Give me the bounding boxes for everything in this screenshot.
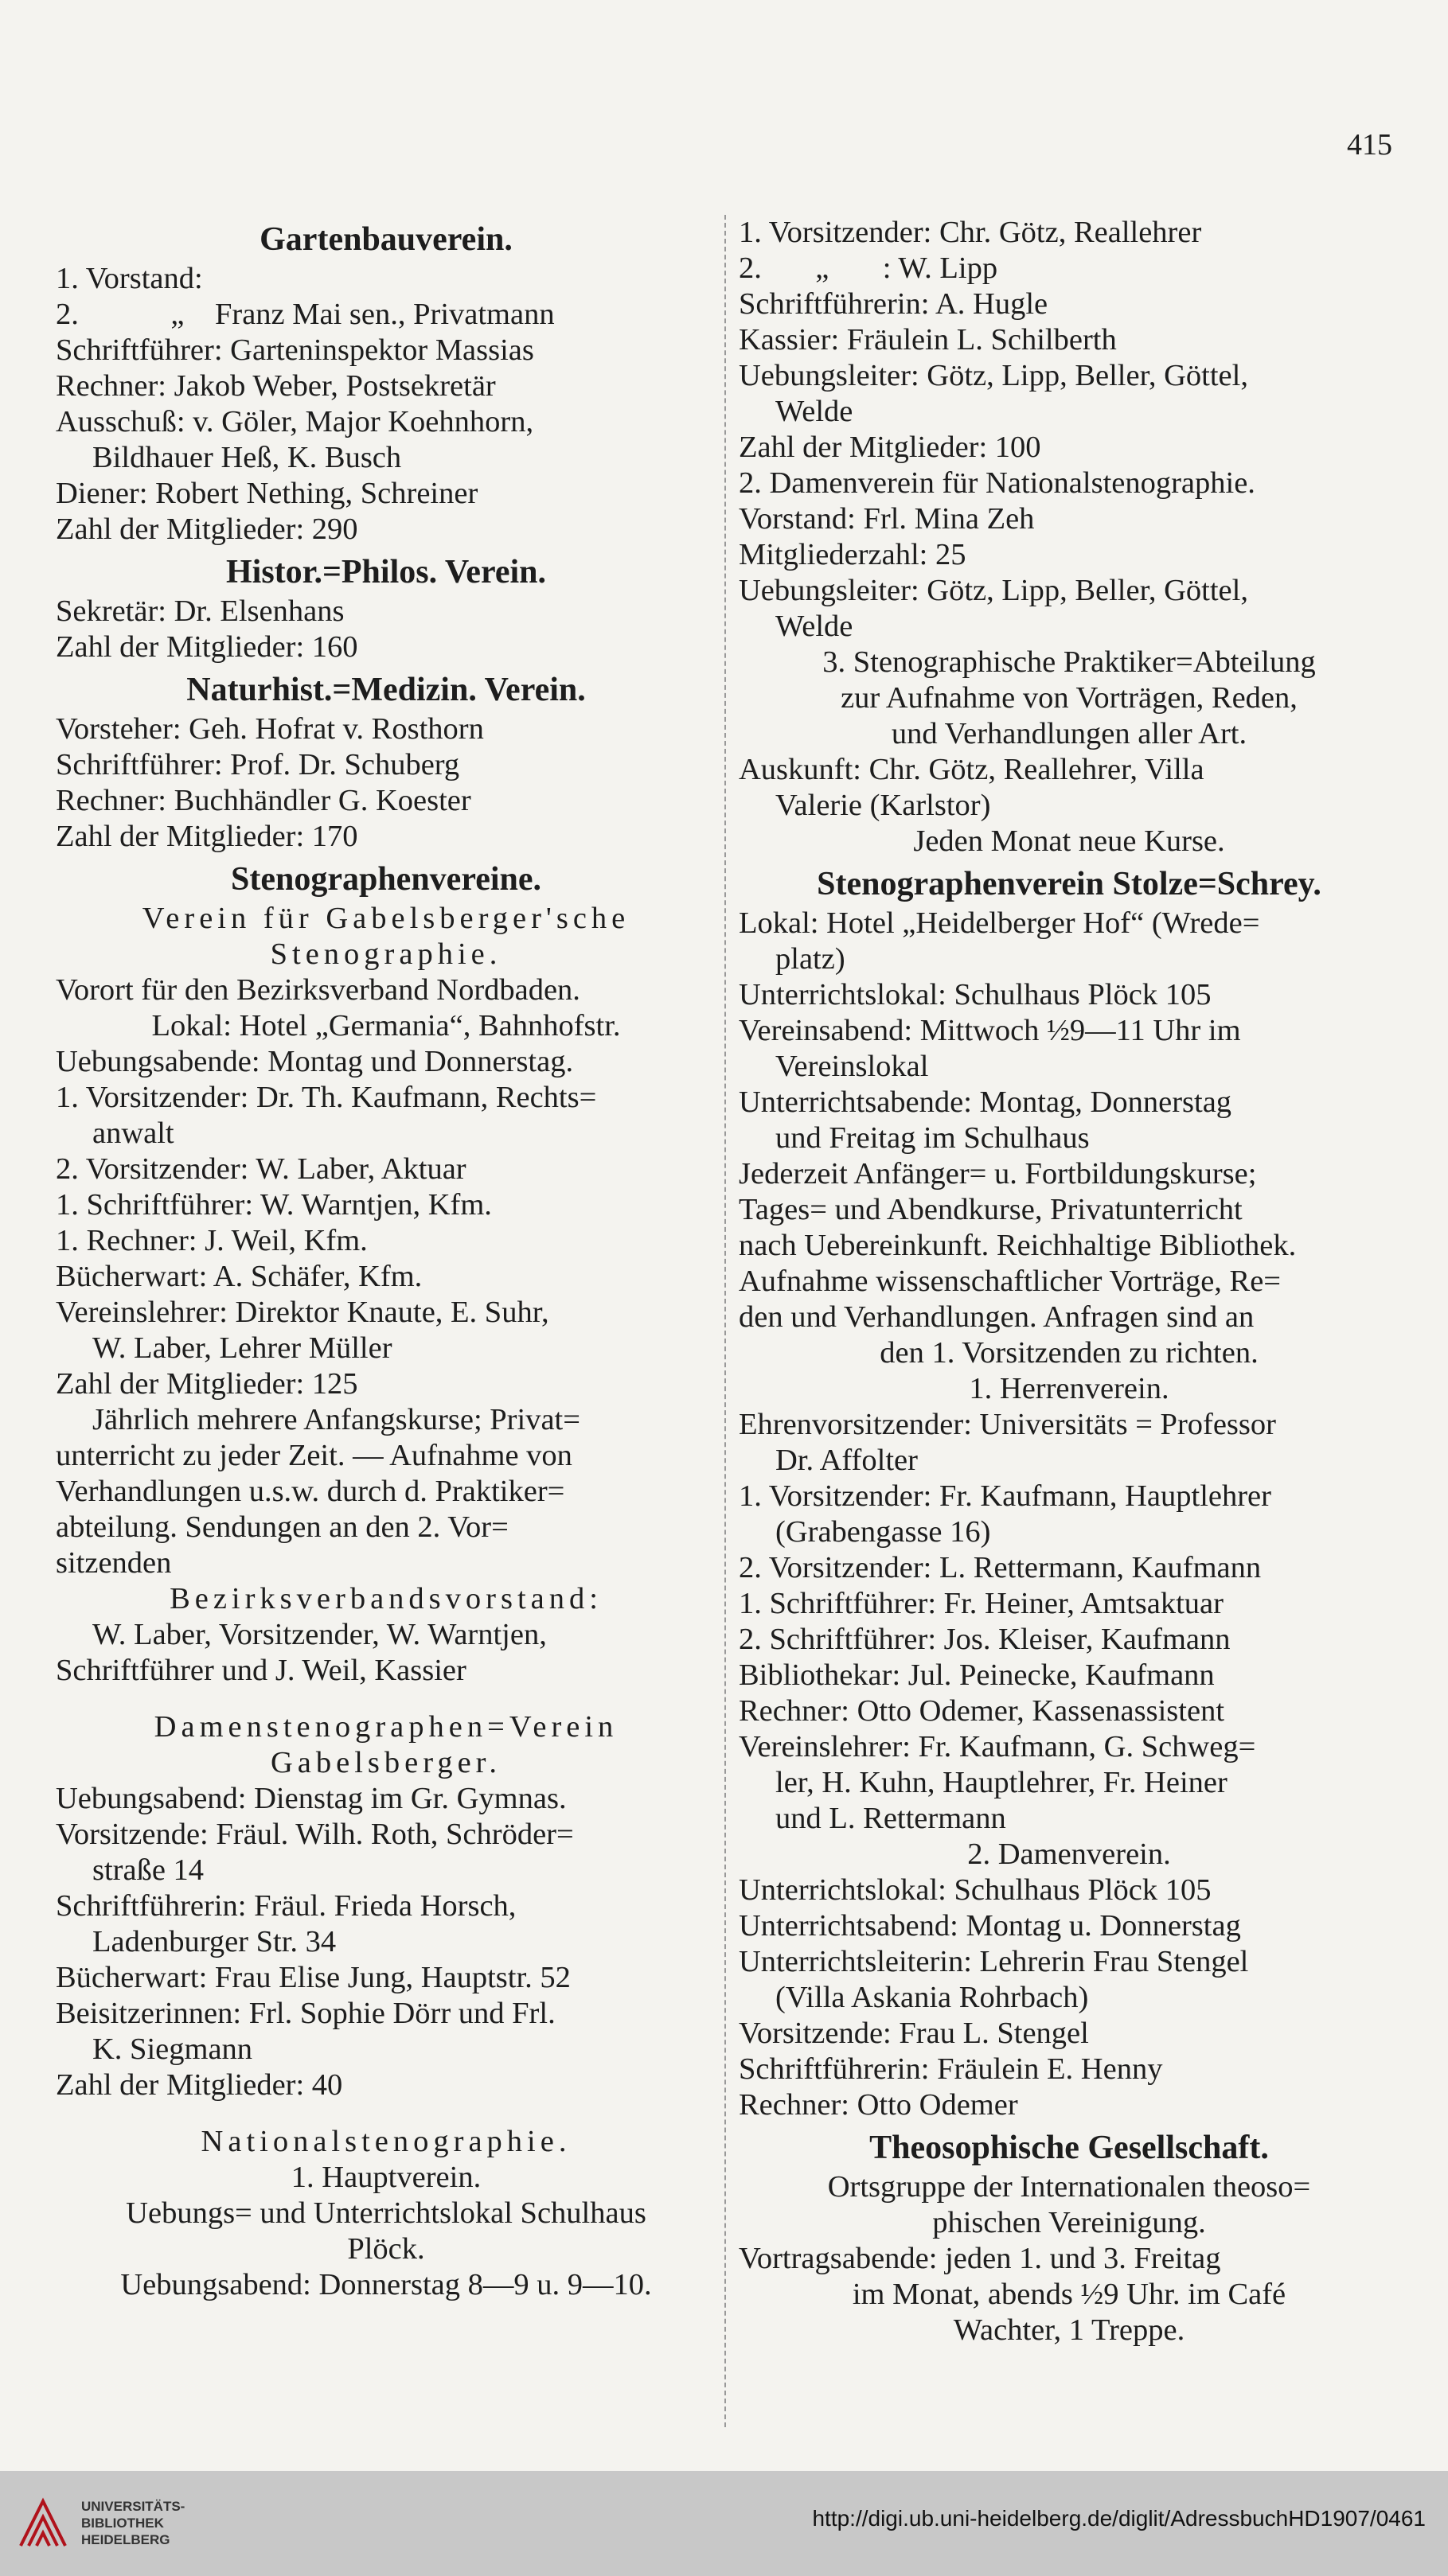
text-line: 2. Damenverein für Nationalstenographie. <box>739 466 1255 500</box>
text-line: Unterrichtsabend: Montag u. Donnerstag <box>739 1909 1241 1943</box>
text-line: 2. „ Franz Mai sen., Privatmann <box>56 298 555 331</box>
text-line: Nationalstenographie. <box>201 2125 572 2158</box>
text-line: nach Uebereinkunft. Reichhaltige Bibliothek. <box>739 1229 1297 1262</box>
text-line: Rechner: Jakob Weber, Postsekretär <box>56 369 496 403</box>
text-line: Zahl der Mitglieder: 125 <box>56 1367 358 1401</box>
text-line: Beisitzerinnen: Frl. Sophie Dörr und Frl. <box>56 1997 556 2030</box>
text-line: Zahl der Mitglieder: 40 <box>56 2068 343 2102</box>
text-line: Zahl der Mitglieder: 160 <box>56 630 358 664</box>
text-line: Uebungsleiter: Götz, Lipp, Beller, Göttel, <box>739 574 1248 607</box>
text-line: Uebungs= und Unterrichtslokal Schulhaus <box>126 2196 646 2230</box>
text-line: Welde <box>775 610 853 643</box>
text-line: Verhandlungen u.s.w. durch d. Praktiker= <box>56 1475 565 1508</box>
text-line: Mitgliederzahl: 25 <box>739 538 966 571</box>
source-url-link[interactable]: http://digi.ub.uni-heidelberg.de/diglit/AdressbuchHD1907/0461 <box>812 2506 1426 2531</box>
library-logo-icon <box>14 2495 72 2552</box>
text-line: 1. Rechner: J. Weil, Kfm. <box>56 1224 368 1257</box>
text-line: Jeden Monat neue Kurse. <box>913 824 1225 858</box>
text-line: 2. Damenverein. <box>967 1837 1171 1871</box>
text-line: Damenstenographen=Verein <box>154 1710 619 1744</box>
section-heading: Stenographenverein Stolze=Schrey. <box>817 866 1321 902</box>
text-line: 2. Vorsitzender: W. Laber, Aktuar <box>56 1152 466 1186</box>
column-divider <box>724 215 728 2427</box>
text-line: Unterrichtslokal: Schulhaus Plöck 105 <box>739 978 1212 1011</box>
text-line: Jederzeit Anfänger= u. Fortbildungskurse; <box>739 1157 1257 1191</box>
text-line: Ortsgruppe der Internationalen theoso= <box>827 2170 1311 2204</box>
text-line: sitzenden <box>56 1546 172 1580</box>
text-line: Vereinslehrer: Fr. Kaufmann, G. Schweg= <box>739 1730 1256 1763</box>
text-line: Sekretär: Dr. Elsenhans <box>56 594 345 628</box>
text-line: Vorort für den Bezirksverband Nordbaden. <box>56 973 580 1007</box>
text-line: Diener: Robert Nething, Schreiner <box>56 477 478 510</box>
text-line: Vorsteher: Geh. Hofrat v. Rosthorn <box>56 712 484 746</box>
right-column <box>739 215 1399 2348</box>
text-line: 1. Herrenverein. <box>969 1372 1169 1405</box>
text-line: abteilung. Sendungen an den 2. Vor= <box>56 1510 509 1544</box>
text-line: W. Laber, Vorsitzender, W. Warntjen, <box>92 1618 547 1651</box>
text-line: Lokal: Hotel „Heidelberger Hof“ (Wrede= <box>739 906 1260 940</box>
section-heading: Gartenbauverein. <box>260 221 513 258</box>
text-line: ler, H. Kuhn, Hauptlehrer, Fr. Heiner <box>775 1766 1227 1799</box>
text-line: Aufnahme wissenschaftlicher Vorträge, Re= <box>739 1265 1282 1298</box>
text-line: 1. Schriftführer: Fr. Heiner, Amtsaktuar <box>739 1587 1224 1620</box>
text-line: Ausschuß: v. Göler, Major Koehnhorn, <box>56 405 534 438</box>
text-line: Schriftführer und J. Weil, Kassier <box>56 1654 466 1687</box>
library-name-line-1: UNIVERSITÄTS- <box>81 2499 185 2514</box>
text-line: Vereinslehrer: Direktor Knaute, E. Suhr, <box>56 1296 549 1329</box>
text-line: 3. Stenographische Praktiker=Abteilung <box>822 645 1316 679</box>
text-line: Stenographie. <box>270 937 502 971</box>
text-line: Dr. Affolter <box>775 1444 918 1477</box>
text-line: 1. Schriftführer: W. Warntjen, Kfm. <box>56 1188 492 1222</box>
text-line: Uebungsabend: Dienstag im Gr. Gymnas. <box>56 1782 567 1815</box>
text-line: Ehrenvorsitzender: Universitäts = Professor <box>739 1408 1276 1441</box>
text-line: Auskunft: Chr. Götz, Reallehrer, Villa <box>739 753 1204 786</box>
left-column <box>56 215 716 2303</box>
text-line: 1. Vorsitzender: Chr. Götz, Reallehrer <box>739 216 1202 249</box>
text-line: Wachter, 1 Treppe. <box>953 2313 1185 2347</box>
text-line: Unterrichtslokal: Schulhaus Plöck 105 <box>739 1873 1212 1907</box>
text-line: K. Siegmann <box>92 2032 253 2066</box>
text-line: Vereinsabend: Mittwoch ½9—11 Uhr im <box>739 1014 1241 1047</box>
text-line: Lokal: Hotel „Germania“, Bahnhofstr. <box>151 1009 621 1042</box>
text-line: Rechner: Buchhändler G. Koester <box>56 784 471 817</box>
text-line: Bildhauer Heß, K. Busch <box>92 441 402 474</box>
text-line: 2. Schriftführer: Jos. Kleiser, Kaufmann <box>739 1623 1231 1656</box>
text-line: Vorsitzende: Frau L. Stengel <box>739 2017 1089 2050</box>
text-line: Schriftführerin: Fräul. Frieda Horsch, <box>56 1889 517 1923</box>
text-line: Verein für Gabelsberger'sche <box>142 902 630 935</box>
text-line: anwalt <box>92 1117 174 1150</box>
text-line: 2. Vorsitzender: L. Rettermann, Kaufmann <box>739 1551 1262 1584</box>
text-line: im Monat, abends ½9 Uhr. im Café <box>852 2278 1286 2311</box>
text-line: den und Verhandlungen. Anfragen sind an <box>739 1300 1255 1334</box>
text-line: Vorsitzende: Fräul. Wilh. Roth, Schröder= <box>56 1818 574 1851</box>
text-line: Gabelsberger. <box>270 1746 502 1779</box>
library-name-line-3: HEIDELBERG <box>81 2532 170 2547</box>
section-heading: Naturhist.=Medizin. Verein. <box>186 672 586 708</box>
text-line: Welde <box>775 395 853 428</box>
section-heading: Theosophische Gesellschaft. <box>869 2130 1269 2166</box>
text-line: Bücherwart: A. Schäfer, Kfm. <box>56 1260 423 1293</box>
text-line: straße 14 <box>92 1853 205 1887</box>
text-line: Unterrichtsabende: Montag, Donnerstag <box>739 1085 1232 1119</box>
text-line: Schriftführer: Garteninspektor Massias <box>56 333 534 367</box>
text-line: Uebungsabend: Donnerstag 8—9 u. 9—10. <box>120 2268 652 2301</box>
text-line: unterricht zu jeder Zeit. — Aufnahme von <box>56 1439 572 1472</box>
text-line: Schriftführer: Prof. Dr. Schuberg <box>56 748 460 781</box>
text-line: 1. Hauptverein. <box>291 2161 482 2194</box>
text-line: Uebungsabende: Montag und Donnerstag. <box>56 1045 574 1078</box>
text-line: Rechner: Otto Odemer, Kassenassistent <box>739 1694 1225 1728</box>
section-heading: Stenographenvereine. <box>230 861 542 898</box>
text-line: Bezirksverbandsvorstand: <box>170 1582 603 1615</box>
text-line: Ladenburger Str. 34 <box>92 1925 337 1958</box>
text-line: platz) <box>775 942 845 976</box>
text-line: Plöck. <box>347 2232 425 2266</box>
text-line: (Villa Askania Rohrbach) <box>775 1981 1089 2014</box>
text-line: Zahl der Mitglieder: 100 <box>739 431 1041 464</box>
text-line: Jährlich mehrere Anfangskurse; Privat= <box>92 1403 580 1436</box>
text-line: Schriftführerin: A. Hugle <box>739 287 1048 321</box>
text-line: 1. Vorsitzender: Dr. Th. Kaufmann, Rechts= <box>56 1081 597 1114</box>
text-line: Zahl der Mitglieder: 290 <box>56 512 358 546</box>
text-line: Unterrichtsleiterin: Lehrerin Frau Stengel <box>739 1945 1249 1978</box>
text-line: Vereinslokal <box>775 1050 929 1083</box>
text-line: Vorstand: Frl. Mina Zeh <box>739 502 1035 536</box>
text-line: Rechner: Otto Odemer <box>739 2088 1018 2122</box>
text-line: Schriftführerin: Fräulein E. Henny <box>739 2052 1163 2086</box>
text-line: Tages= und Abendkurse, Privatunterricht <box>739 1193 1243 1226</box>
text-line: Bücherwart: Frau Elise Jung, Hauptstr. 52 <box>56 1961 571 1994</box>
text-line: W. Laber, Lehrer Müller <box>92 1331 392 1365</box>
text-line: phischen Vereinigung. <box>932 2206 1206 2239</box>
text-line: Valerie (Karlstor) <box>775 789 991 822</box>
page-number: 415 <box>1347 128 1392 162</box>
digitization-footer <box>0 2471 1448 2576</box>
section-heading: Histor.=Philos. Verein. <box>226 554 546 590</box>
text-line: Uebungsleiter: Götz, Lipp, Beller, Göttel, <box>739 359 1248 392</box>
text-line: Zahl der Mitglieder: 170 <box>56 820 358 853</box>
library-name <box>81 2498 185 2548</box>
text-line: und Freitag im Schulhaus <box>775 1121 1090 1155</box>
text-line: 1. Vorstand: <box>56 262 203 295</box>
text-line: Vortragsabende: jeden 1. und 3. Freitag <box>739 2242 1221 2275</box>
text-line: und Verhandlungen aller Art. <box>891 717 1247 750</box>
text-line: und L. Rettermann <box>775 1802 1006 1835</box>
library-name-line-2: BIBLIOTHEK <box>81 2516 164 2531</box>
text-line: Bibliothekar: Jul. Peinecke, Kaufmann <box>739 1658 1215 1692</box>
text-line: 2. „ : W. Lipp <box>739 251 998 285</box>
text-line: (Grabengasse 16) <box>775 1515 991 1549</box>
text-line: zur Aufnahme von Vorträgen, Reden, <box>841 681 1298 715</box>
text-line: 1. Vorsitzender: Fr. Kaufmann, Hauptlehrer <box>739 1479 1271 1513</box>
text-line: Kassier: Fräulein L. Schilberth <box>739 323 1117 357</box>
text-line: den 1. Vorsitzenden zu richten. <box>880 1336 1259 1370</box>
